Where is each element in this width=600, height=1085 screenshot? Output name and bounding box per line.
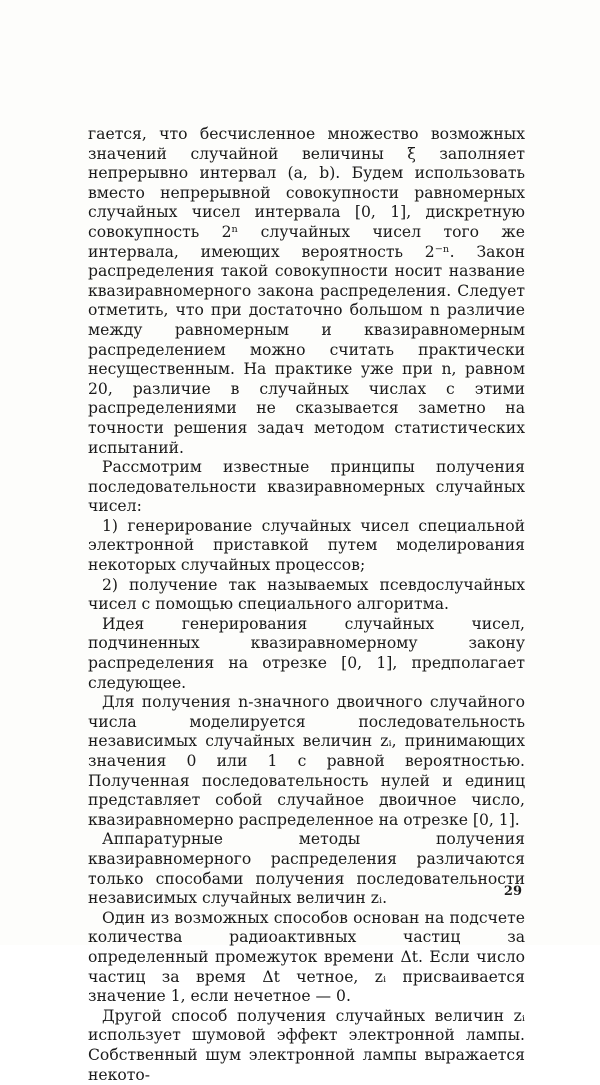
page-number: 29 xyxy=(503,884,522,899)
paragraph-3: 1) генерирование случайных чисел специальной электронной приставкой путем моделирования некоторых случайных процессов; xyxy=(88,516,525,575)
paragraph-7: Аппаратурные методы получения квазиравномерного распределения различаются только способами получения последовательности независимых случайных величин zᵢ. xyxy=(88,830,525,908)
paragraph-8: Один из возможных способов основан на подсчете количества радиоактивных частиц за определенный промежуток времени Δt. Если число частиц за время Δt четное, zᵢ присваивается значение 1, если нечетное — 0. xyxy=(88,908,525,1006)
paragraph-2: Рассмотрим известные принципы получения последовательности квазиравномерных случайных чисел: xyxy=(88,458,525,516)
paragraph-9: Другой способ получения случайных величин zᵢ использует шумовой эффект электронной лампы. Собственный шум электронной лампы выражается некото- xyxy=(88,1006,525,1084)
paragraph-1: гается, что бесчисленное множество возможных значений случайной величины ξ заполняет непрерывно интервал (a, b). Будем использовать вместо непрерывной совокупности равномерных случайных чисел интервала [0, 1], дискретную совокупность 2ⁿ случайных чисел того же интервала, имеющих вероятность 2⁻ⁿ. Закон распределения такой совокупности носит название квазиравномерного закона распределения. Следует отметить, что при достаточно большом n различие между равномерным и квазиравномерным распределением можно считать практически несущественным. На практике уже при n, равном 20, различие в случайных числах с этими распределениями не сказывается заметно на точности решения задач методом статистических испытаний. xyxy=(88,125,525,457)
paragraph-4: 2) получение так называемых псевдослучайных чисел с помощью специального алгоритма. xyxy=(88,575,525,614)
body-text xyxy=(88,125,525,1085)
paragraph-5: Идея генерирования случайных чисел, подчиненных квазиравномерному закону распределения на отрезке [0, 1], предполагает следующее. xyxy=(88,614,525,692)
paragraph-6: Для получения n-значного двоичного случайного числа моделируется последовательность независимых случайных величин zᵢ, принимающих значения 0 или 1 с равной вероятностью. Полученная последовательность нулей и единиц представляет собой случайное двоичное число, квазиравномерно распределенное на отрезке [0, 1]. xyxy=(88,693,525,829)
